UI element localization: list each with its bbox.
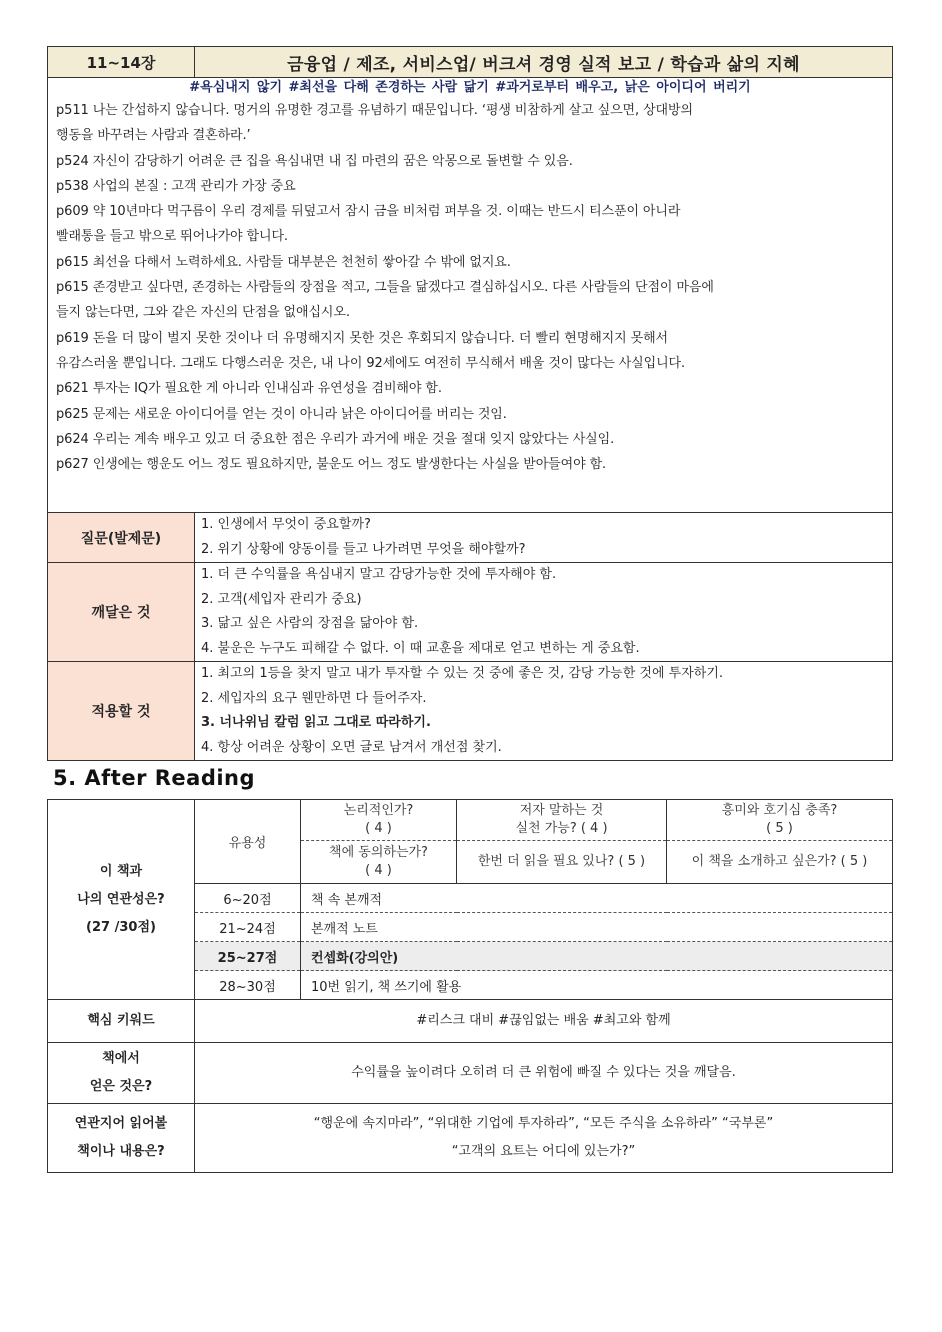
related-label-line-2: 책이나 내용은? — [77, 1144, 165, 1159]
book-notes-sheet — [47, 46, 892, 761]
score-description: 컨셉화(강의안) — [301, 942, 893, 971]
logical-question — [301, 800, 457, 841]
gained-label — [48, 1043, 195, 1104]
apply-label: 적용할 것 — [48, 662, 195, 761]
after-reading-table — [47, 799, 893, 1173]
list-item: 유감스러울 뿐입니다. 그래도 다행스러운 것은, 내 나이 92세에도 여전히 무식해서 배울 것이 많다는 사실입니다. — [56, 355, 686, 371]
related-books — [195, 1104, 893, 1173]
notes-cell — [48, 78, 893, 513]
related-row — [48, 1104, 893, 1173]
gained-text: 수익률을 높이려다 오히려 더 큰 위험에 빠질 수 있다는 것을 깨달음. — [195, 1043, 893, 1104]
interest-question-score: ( 5 ) — [766, 821, 793, 836]
relevance-label-line-2: 나의 연관성은? — [77, 891, 165, 907]
list-item: p621 투자는 IQ가 필요한 게 아니라 인내심과 유연성을 겸비해야 함. — [56, 381, 442, 397]
list-item: p615 존경받고 싶다면, 존경하는 사람들의 장점을 적고, 그들을 닮겠다고 결심하십시오. 다른 사람들의 단점이 마음에 — [56, 280, 714, 296]
question-row — [48, 513, 893, 563]
practical-question-score: 실천 가능? ( 4 ) — [515, 821, 608, 836]
score-range: 25~27점 — [195, 942, 301, 971]
list-item: p619 돈을 더 많이 벌지 못한 것이나 더 유명해지지 못한 것은 후회되지 않습니다. 더 빨리 현명해지지 못해서 — [56, 330, 668, 346]
chapter-range: 11~14장 — [48, 47, 195, 78]
relevance-label — [48, 800, 195, 1000]
related-books-line-1: “행운에 속지마라”, “위대한 기업에 투자하라”, “모든 주식을 소유하라” “국부론” — [313, 1116, 774, 1131]
list-item: p624 우리는 계속 배우고 있고 더 중요한 점은 우리가 과거에 배운 것을 절대 잊지 않았다는 사실임. — [56, 431, 615, 447]
practical-question — [457, 800, 667, 841]
question-label: 질문(발제문) — [48, 513, 195, 563]
chapter-tags: #욕심내지 않기 #최선을 다해 존경하는 사람 닮기 #과거로부터 배우고, 낡은 아이디어 버리기 — [189, 80, 751, 95]
usefulness-label: 유용성 — [195, 800, 301, 884]
agree-question-text: 책에 동의하는가? — [329, 845, 428, 860]
list-item: 2. 고객(세입자 관리가 중요) — [201, 591, 362, 607]
keyword-label: 핵심 키워드 — [48, 1000, 195, 1043]
interest-question — [667, 800, 893, 841]
apply-list — [195, 662, 893, 761]
reread-question: 한번 더 읽을 필요 있나? ( 5 ) — [457, 841, 667, 884]
realized-row — [48, 563, 893, 662]
realized-label: 깨달은 것 — [48, 563, 195, 662]
score-range: 28~30점 — [195, 971, 301, 1000]
realized-list — [195, 563, 893, 662]
relevance-label-line-1: 이 책과 — [99, 863, 143, 879]
list-item: 2. 세입자의 요구 웬만하면 다 들어주자. — [201, 690, 427, 706]
list-item: 빨래통을 들고 밖으로 뛰어나가야 합니다. — [56, 229, 288, 245]
list-item: p625 문제는 새로운 아이디어를 얻는 것이 아니라 낡은 아이디어를 버리는 것임. — [56, 406, 507, 422]
section-title: 5. After Reading — [53, 766, 256, 790]
interest-question-text: 흥미와 호기심 충족? — [721, 803, 838, 818]
relevance-label-line-3: (27 /30점) — [86, 919, 156, 935]
chapter-notes-table — [47, 46, 893, 761]
score-description: 본깨적 노트 — [301, 913, 893, 942]
logical-question-score: ( 4 ) — [365, 821, 392, 836]
list-item: 3. 닮고 싶은 사람의 장점을 닮아야 함. — [201, 616, 419, 631]
gained-row — [48, 1043, 893, 1104]
keywords: #리스크 대비 #끊임없는 배움 #최고와 함께 — [195, 1000, 893, 1043]
list-item: p511 나는 간섭하지 않습니다. 멍거의 유명한 경고를 유념하기 때문입니다. ‘평생 비참하게 살고 싶으면, 상대방의 — [56, 103, 693, 118]
keyword-row — [48, 1000, 893, 1043]
chapter-title: 금융업 / 제조, 서비스업/ 버크셔 경영 실적 보고 / 학습과 삶의 지혜 — [195, 47, 893, 78]
usefulness-row-1 — [48, 800, 893, 841]
recommend-question: 이 책을 소개하고 싶은가? ( 5 ) — [667, 841, 893, 884]
list-item: 4. 항상 어려운 상황이 오면 글로 남겨서 개선점 찾기. — [201, 739, 502, 755]
chapter-header-row — [48, 47, 893, 78]
score-range: 21~24점 — [195, 913, 301, 942]
related-books-line-2: “고객의 요트는 어디에 있는가?” — [451, 1144, 636, 1159]
list-item: p538 사업의 본질 : 고객 관리가 가장 중요 — [56, 178, 296, 194]
agree-question — [301, 841, 457, 884]
list-item: 행동을 바꾸려는 사람과 결혼하라.’ — [56, 128, 251, 144]
score-description: 10번 읽기, 책 쓰기에 활용 — [301, 971, 893, 1000]
list-item: 1. 인생에서 무엇이 중요할까? — [201, 517, 371, 532]
list-item: p524 자신이 감당하기 어려운 큰 집을 욕심내면 내 집 마련의 꿈은 악몽으로 돌변할 수 있음. — [56, 153, 573, 169]
questions-list — [195, 513, 893, 563]
logical-question-text: 논리적인가? — [343, 803, 414, 818]
score-description: 책 속 본깨적 — [301, 884, 893, 913]
notes-row — [48, 78, 893, 513]
score-range: 6~20점 — [195, 884, 301, 913]
list-item: 들지 않는다면, 그와 같은 자신의 단점을 없애십시오. — [56, 305, 350, 321]
list-item: 1. 더 큰 수익률을 욕심내지 말고 감당가능한 것에 투자해야 함. — [201, 567, 557, 582]
list-item: 1. 최고의 1등을 찾지 말고 내가 투자할 수 있는 것 중에 좋은 것, 감당 가능한 것에 투자하기. — [201, 666, 724, 681]
list-item: p615 최선을 다해서 노력하세요. 사람들 대부분은 천천히 쌓아갈 수 밖에 없지요. — [56, 254, 511, 270]
related-label-line-1: 연관지어 읽어볼 — [74, 1116, 168, 1131]
related-label — [48, 1104, 195, 1173]
list-item: p609 약 10년마다 먹구름이 우리 경제를 뒤덮고서 잠시 금을 비처럼 퍼부을 것. 이때는 반드시 티스푼이 아니라 — [56, 204, 681, 220]
agree-question-score: ( 4 ) — [365, 863, 392, 878]
gained-label-line-1: 책에서 — [102, 1051, 140, 1066]
apply-row — [48, 662, 893, 761]
gained-label-line-2: 얻은 것은? — [89, 1079, 153, 1094]
list-item: 3. 너나위님 칼럼 읽고 그대로 따라하기. — [201, 715, 431, 730]
list-item: p627 인생에는 행운도 어느 정도 필요하지만, 불운도 어느 정도 발생한다는 사실을 받아들여야 함. — [56, 457, 607, 473]
list-item: 4. 불운은 누구도 피해갈 수 없다. 이 때 교훈을 제대로 얻고 변하는 게 중요함. — [201, 640, 640, 656]
notes-list — [56, 98, 884, 477]
practical-question-text: 저자 말하는 것 — [519, 803, 604, 818]
list-item: 2. 위기 상황에 양동이를 들고 나가려면 무엇을 해야할까? — [201, 541, 526, 557]
